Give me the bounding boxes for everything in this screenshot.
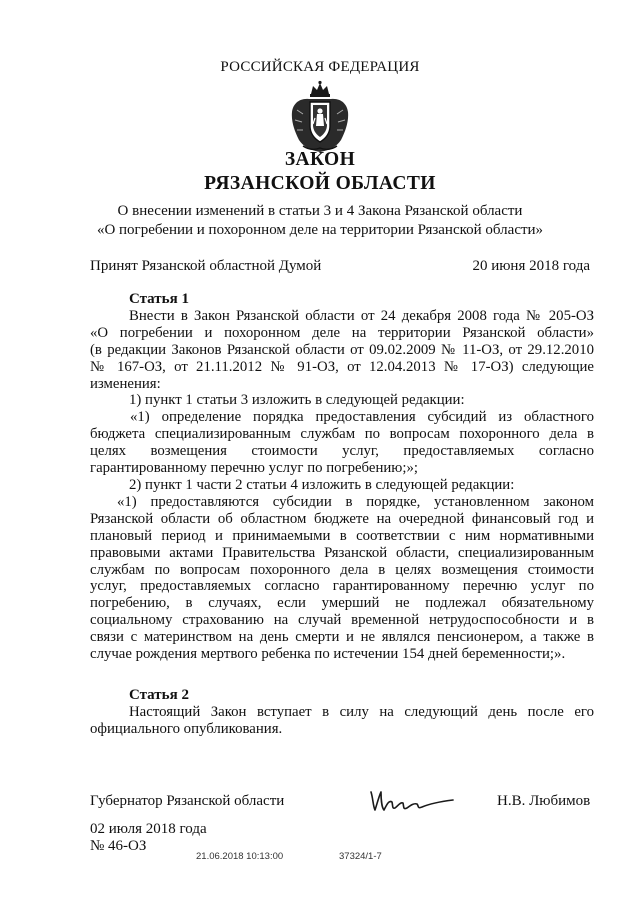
article-1-line: № 167-ОЗ, от 21.11.2012 № 91-ОЗ, от 12.04.2013 № 17-ОЗ) следующие <box>90 358 594 375</box>
item-2-line: Рязанской области об областном бюджете на очередной финансовый год и <box>90 510 594 527</box>
item-2-line: службам по вопросам похоронного дела в целях возмещения стоимости <box>90 561 594 578</box>
law-subtitle-line-1: О внесении изменений в статьи 3 и 4 Закона Рязанской области <box>117 203 523 219</box>
law-subtitle-line-2: «О погребении и похоронном деле на территории Рязанской области» <box>96 222 544 238</box>
signing-date: 02 июля 2018 года <box>90 821 207 837</box>
item-2-line: услуг, предоставляемых согласно гарантированному перечню услуг по <box>90 578 594 595</box>
item-2-line: правовыми актами Правительства Рязанской области, специализированным <box>90 544 594 561</box>
item-2-line: погребению, в случаях, если умерший не подлежал обязательному <box>90 595 594 612</box>
item-1-line: гарантированному перечню услуг по погребению;»; <box>90 460 418 477</box>
law-number: № 46-ОЗ <box>90 838 147 854</box>
article-1-line: (в редакции Законов Рязанской области от 09.02.2009 № 11-ОЗ, от 29.12.2010 <box>90 341 594 358</box>
item-2-intro: 2) пункт 1 части 2 статьи 4 изложить в следующей редакции: <box>129 476 515 493</box>
governor-name: Н.В. Любимов <box>497 793 591 809</box>
law-title-line-2: РЯЗАНСКОЙ ОБЛАСТИ <box>204 173 436 194</box>
article-1-heading: Статья 1 <box>129 291 189 307</box>
law-title-line-1: ЗАКОН <box>284 149 356 170</box>
item-1-line: «1) определение порядка предоставления субсидий из областного <box>130 409 594 426</box>
adoption-date: 20 июня 2018 года <box>472 258 590 274</box>
handwritten-signature <box>367 786 457 816</box>
country-heading: РОССИЙСКАЯ ФЕДЕРАЦИЯ <box>220 59 420 75</box>
item-2-line: случае рождения мертвого ребенка по истечении 154 дней беременности;». <box>90 646 566 663</box>
item-2-line: связи с материнством на день смерти и не являлся пенсионером, а также в <box>90 629 594 646</box>
law-title <box>0 148 640 196</box>
article-2-heading: Статья 2 <box>129 687 189 703</box>
governor-position: Губернатор Рязанской области <box>90 793 285 809</box>
item-2-line: социальному страхованию на случай временной нетрудоспособности и в <box>90 612 594 629</box>
article-1-line: Внести в Закон Рязанской области от 24 декабря 2008 года № 205-ОЗ <box>129 307 594 324</box>
item-1-line: целях возмещения стоимости услуг, предоставляемых согласно <box>90 443 594 460</box>
item-1-intro: 1) пункт 1 статьи 3 изложить в следующей редакции: <box>129 392 465 409</box>
article-1-line: изменения: <box>90 375 161 392</box>
footer-timestamp: 21.06.2018 10:13:00 <box>196 851 284 862</box>
article-1-line: «О погребении и похоронном деле на территории Рязанской области» <box>90 324 594 341</box>
adopted-by: Принят Рязанской областной Думой <box>90 258 322 274</box>
footer-document-code: 37324/1-7 <box>339 851 382 862</box>
article-1 <box>90 291 594 663</box>
item-1-line: бюджета специализированным службам по вопросам похоронного дела в <box>90 426 594 443</box>
article-2 <box>90 687 594 738</box>
coat-of-arms-emblem <box>289 80 351 154</box>
article-2-line: официального опубликования. <box>90 720 283 737</box>
item-2-line: плановый период и принимаемыми в соответствии с ним нормативными <box>90 527 594 544</box>
article-2-line: Настоящий Закон вступает в силу на следующий день после его <box>129 703 594 720</box>
item-2-line: «1) предоставляются субсидии в порядке, установленном законом <box>117 493 594 510</box>
law-subtitle <box>0 202 640 240</box>
